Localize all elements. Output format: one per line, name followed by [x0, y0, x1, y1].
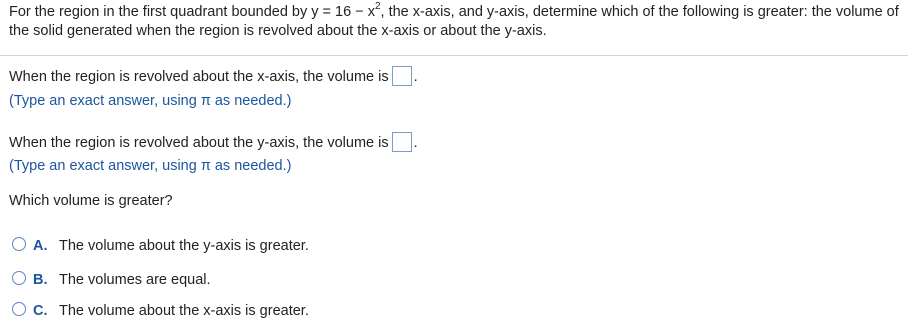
x-axis-volume-input[interactable]: [392, 66, 412, 86]
x-axis-volume-prompt: [9, 66, 418, 88]
x-axis-hint: (Type an exact answer, using π as needed.): [9, 93, 292, 109]
choice-b-letter: B.: [33, 272, 48, 288]
choice-b-text: The volumes are equal.: [59, 272, 211, 288]
y-axis-hint: (Type an exact answer, using π as needed.): [9, 158, 292, 174]
x-axis-prompt-text: When the region is revolved about the x-axis, the volume is: [9, 69, 389, 85]
choice-c-letter: C.: [33, 303, 48, 319]
comparison-question: Which volume is greater?: [9, 193, 173, 209]
choice-a[interactable]: [12, 235, 309, 257]
x-axis-prompt-suffix: .: [413, 69, 418, 85]
choice-b[interactable]: [12, 269, 211, 291]
question-text-part2: , the x-axis, and y-axis, determine which of the following is greater: the volume of the solid generated when the region is revolved about the x-axis or about the y-axis.: [9, 4, 899, 39]
choice-a-letter: A.: [33, 238, 48, 254]
radio-button-a[interactable]: [12, 237, 26, 251]
exponent: 2: [374, 1, 381, 13]
y-axis-volume-prompt: [9, 132, 418, 154]
section-divider: [0, 55, 908, 56]
y-axis-prompt-suffix: .: [413, 135, 418, 151]
choice-c-text: The volume about the x-axis is greater.: [59, 303, 309, 319]
radio-button-c[interactable]: [12, 302, 26, 316]
choice-a-text: The volume about the y-axis is greater.: [59, 238, 309, 254]
question-header: [9, 3, 904, 41]
choice-c[interactable]: [12, 300, 309, 322]
y-axis-volume-input[interactable]: [392, 132, 412, 152]
radio-button-b[interactable]: [12, 271, 26, 285]
y-axis-prompt-text: When the region is revolved about the y-axis, the volume is: [9, 135, 389, 151]
question-text-part1: For the region in the first quadrant bounded by y = 16 − x: [9, 4, 375, 20]
